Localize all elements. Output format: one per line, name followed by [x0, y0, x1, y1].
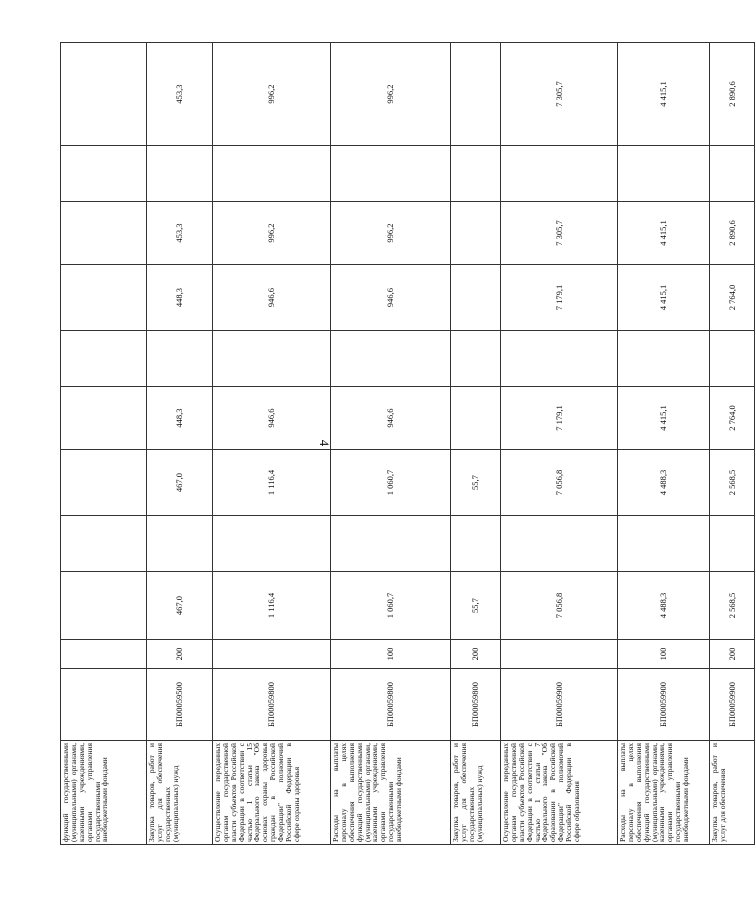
amount-cell: 946,6 — [213, 387, 331, 450]
amount-cell: 4 415,1 — [618, 265, 710, 331]
amount-cell: 7 056,8 — [501, 450, 618, 516]
row-name-cell: Закупка товаров, работ и услуг для обеспечения — [710, 741, 755, 845]
amount-cell — [331, 516, 451, 572]
row-name-cell: Расходы на выплаты персоналу в целях обеспечения выполнения функций государственными (муниципальными) органами, казенными учреждениями, органами управления государственными внебюджетными фондами — [618, 741, 710, 845]
amount-cell: 2 764,0 — [710, 265, 755, 331]
amount-cell — [501, 516, 618, 572]
amount-cell: 1 060,7 — [331, 572, 451, 640]
expense-type-cell: 200 — [451, 640, 501, 669]
csr-code-cell: БП00059800 — [331, 669, 451, 741]
row-name-cell: функций государственными (муниципальными) органами, казенными учреждениями, органами управления государственными внебюджетными фондами — [61, 741, 147, 845]
csr-code-cell: БП00059900 — [710, 669, 755, 741]
table-row — [618, 43, 710, 845]
amount-cell: 2 568,5 — [710, 572, 755, 640]
amount-cell — [61, 516, 147, 572]
amount-cell — [451, 516, 501, 572]
amount-cell: 2 764,0 — [710, 387, 755, 450]
expense-type-cell — [213, 640, 331, 669]
amount-cell: 453,3 — [147, 43, 213, 146]
amount-cell: 467,0 — [147, 450, 213, 516]
amount-cell: 1 060,7 — [331, 450, 451, 516]
table-row — [331, 43, 451, 845]
amount-cell: 4 415,1 — [618, 387, 710, 450]
amount-cell — [618, 516, 710, 572]
amount-cell: 996,2 — [331, 202, 451, 265]
amount-cell: 996,2 — [213, 202, 331, 265]
table-row — [501, 43, 618, 845]
amount-cell — [61, 331, 147, 387]
amount-cell — [451, 265, 501, 331]
amount-cell — [61, 265, 147, 331]
expense-type-cell: 100 — [331, 640, 451, 669]
amount-cell — [147, 146, 213, 202]
csr-code-cell — [61, 669, 147, 741]
amount-cell — [61, 43, 147, 146]
row-name-cell: Расходы на выплаты персоналу в целях обеспечения выполнения функций государственными (муниципальными) органами, казенными учреждениями, органами управления государственными внебюджетными фондами — [331, 741, 451, 845]
amount-cell — [710, 331, 755, 387]
row-name-cell: Осуществление переданных органам государственной власти субъектов Российской Федерации в соответствии с частью 1 статьи 15 Федерального закона "Об основах охраны здоровья граждан в Российской Федерации" полномочий Российской Федерации в сфере охраны здоровья — [213, 741, 331, 845]
amount-cell — [451, 43, 501, 146]
amount-cell: 7 056,8 — [501, 572, 618, 640]
amount-cell: 7 305,7 — [501, 43, 618, 146]
amount-cell: 4 488,3 — [618, 450, 710, 516]
table-row — [147, 43, 213, 845]
amount-cell — [61, 146, 147, 202]
amount-cell: 2 890,6 — [710, 202, 755, 265]
amount-cell — [213, 146, 331, 202]
amount-cell: 2 568,5 — [710, 450, 755, 516]
amount-cell — [61, 450, 147, 516]
amount-cell — [451, 331, 501, 387]
expense-type-cell — [61, 640, 147, 669]
amount-cell — [213, 516, 331, 572]
table-row — [710, 43, 755, 845]
amount-cell — [331, 146, 451, 202]
amount-cell — [618, 146, 710, 202]
expense-type-cell: 200 — [147, 640, 213, 669]
expense-type-cell: 100 — [618, 640, 710, 669]
amount-cell: 946,6 — [213, 265, 331, 331]
csr-code-cell: БП00059900 — [618, 669, 710, 741]
amount-cell: 996,2 — [213, 43, 331, 146]
budget-table — [60, 42, 755, 845]
amount-cell — [501, 146, 618, 202]
csr-code-cell: БП00059800 — [213, 669, 331, 741]
table-row — [61, 43, 147, 845]
amount-cell: 4 488,3 — [618, 572, 710, 640]
amount-cell: 946,6 — [331, 387, 451, 450]
amount-cell — [61, 202, 147, 265]
row-name-cell: Осуществление переданных органам государственной власти субъектов Российской Федерации в соответствии с частью 1 статьи 7 Федерального закона "Об образовании в Российской Федерации" полномочий Российской Федерации в сфере образования — [501, 741, 618, 845]
amount-cell — [618, 331, 710, 387]
csr-code-cell: БП00059900 — [501, 669, 618, 741]
amount-cell: 1 116,4 — [213, 572, 331, 640]
amount-cell: 448,3 — [147, 265, 213, 331]
rotated-table-container — [60, 43, 737, 845]
amount-cell: 55,7 — [451, 450, 501, 516]
amount-cell — [331, 331, 451, 387]
amount-cell: 7 305,7 — [501, 202, 618, 265]
amount-cell: 448,3 — [147, 387, 213, 450]
amount-cell: 467,0 — [147, 572, 213, 640]
amount-cell: 7 179,1 — [501, 265, 618, 331]
table-row — [213, 43, 331, 845]
amount-cell: 453,3 — [147, 202, 213, 265]
amount-cell: 55,7 — [451, 572, 501, 640]
amount-cell — [147, 516, 213, 572]
table-row — [451, 43, 501, 845]
amount-cell — [501, 331, 618, 387]
amount-cell: 946,6 — [331, 265, 451, 331]
row-name-cell: Закупка товаров, работ и услуг для обеспечения государственных (муниципальных) нужд — [451, 741, 501, 845]
csr-code-cell: БП00059500 — [147, 669, 213, 741]
amount-cell — [451, 202, 501, 265]
amount-cell — [213, 331, 331, 387]
amount-cell: 4 415,1 — [618, 202, 710, 265]
amount-cell: 7 179,1 — [501, 387, 618, 450]
amount-cell — [61, 387, 147, 450]
amount-cell — [710, 146, 755, 202]
amount-cell — [451, 146, 501, 202]
amount-cell — [61, 572, 147, 640]
expense-type-cell — [501, 640, 618, 669]
amount-cell: 996,2 — [331, 43, 451, 146]
amount-cell — [710, 516, 755, 572]
csr-code-cell: БП00059800 — [451, 669, 501, 741]
page-number: 4 — [317, 439, 332, 447]
amount-cell — [147, 331, 213, 387]
amount-cell: 1 116,4 — [213, 450, 331, 516]
amount-cell: 2 890,6 — [710, 43, 755, 146]
row-name-cell: Закупка товаров, работ и услуг для обеспечения государственных (муниципальных) нужд — [147, 741, 213, 845]
expense-type-cell: 200 — [710, 640, 755, 669]
amount-cell: 4 415,1 — [618, 43, 710, 146]
amount-cell — [451, 387, 501, 450]
